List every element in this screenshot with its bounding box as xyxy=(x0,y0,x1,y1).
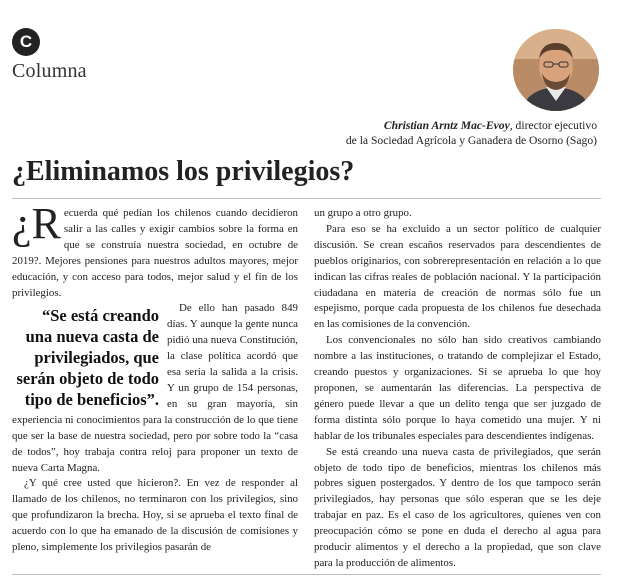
paragraph-2-text: De ello han pasado 849 días. Y aunque la gente nunca pidió una nueva Constitución, la clase política acordó que esa seria la salida a la crisis. Y un grupo de 154 personas, en su gran mayoría, sin experiencia ni conocimientos para la construcción de lo que tiene que ser la base de nuestra sociedad, pero por sobre todo la “casa de todos”, hoy trabaja contra reloj para proponer un texto de nueva Carta Magna. xyxy=(12,302,298,474)
headline-divider xyxy=(12,198,601,199)
paragraph-2 xyxy=(12,301,298,476)
author-portrait-illustration xyxy=(513,29,599,111)
paragraph-7: Se está creando una nueva casta de privilegiados, que serán objeto de todo tipo de beneficios, mientras los chilenos más pobres siguen postergados. Y dentro de los que tampoco serán privilegiados, hay personas que sólo esperan que se les deje trabajar en paz. Es el caso de los agricultores, quienes ven con preocupación cómo se pone en duda el derecho al agua para producir alimentos y el derecho a la propiedad, que son clave para la producción de alimentos. xyxy=(314,445,601,569)
author-byline xyxy=(177,118,597,148)
paragraph-5: Para eso se ha excluido a un sector político de cualquier discusión. Se crean escaños reservados para descendientes de pueblos originarios, con sobrerepresentación en relación a lo que indican las cifras reales de población nacional. Y la participación ciudadana en materia de creación de normas sólo fue un espejismo, porque cada propuesta de los chilenos fue desechada en las comisiones de la convención. xyxy=(314,222,601,331)
section-label: Columna xyxy=(12,60,87,82)
paragraph-6: Los convencionales no sólo han sido creativos cambiando nombre a las instituciones, o tratando de complejizar el Estado, creando puestos y organizaciones. Si se aprueba lo que hoy proponen, se aumentarán las diferencias. La perspectiva de género puede llevar a que un delito tenga que ser juzgado de forma distinta sólo porque lo haya cometido una mujer. Y ni hablar de los tribunales especiales para descendientes indígenas. xyxy=(314,334,601,442)
article-column-left xyxy=(12,199,298,556)
author-photo xyxy=(513,29,599,111)
author-name: Christian Arntz Mac-Evoy xyxy=(383,119,510,132)
pull-quote: “Se está creando una nueva casta de privilegiados, que serán objeto de todo tipo de beneficios”. xyxy=(16,306,159,410)
headline: ¿Eliminamos los privilegios? xyxy=(12,156,355,187)
column-badge xyxy=(12,28,40,56)
author-role-line1: , director ejecutivo xyxy=(509,119,597,132)
paragraph-4: un grupo a otro grupo. xyxy=(314,207,412,219)
paragraph-1 xyxy=(12,199,298,301)
bottom-divider xyxy=(12,574,601,575)
drop-cap: ¿R xyxy=(12,199,61,248)
article-column-right xyxy=(314,206,601,572)
paragraph-1-text: ecuerda qué pedían los chilenos cuando decidieron salir a las calles y exigir cambios sobre la forma en que se construía nuestra sociedad, en octubre de 2019?. Mejores pensiones para nuestros adultos mayores, mejor educación, y con acceso para todos, mejor salud y el fin de los privilegios. xyxy=(12,207,298,299)
paragraph-3: ¿Y qué cree usted que hicieron?. En vez de responder al llamado de los chilenos, no terminaron con los privilegios, sino que profundizaron la brecha. Hoy, si se aprueba el texto final de acuerdo con lo que ha emanado de la discusión de comisiones y pleno, simplemente los privilegios pasarán de xyxy=(12,477,298,554)
column-badge-letter: C xyxy=(19,32,33,51)
author-role-line2: de la Sociedad Agrícola y Ganadera de Osorno (Sago) xyxy=(345,134,597,147)
